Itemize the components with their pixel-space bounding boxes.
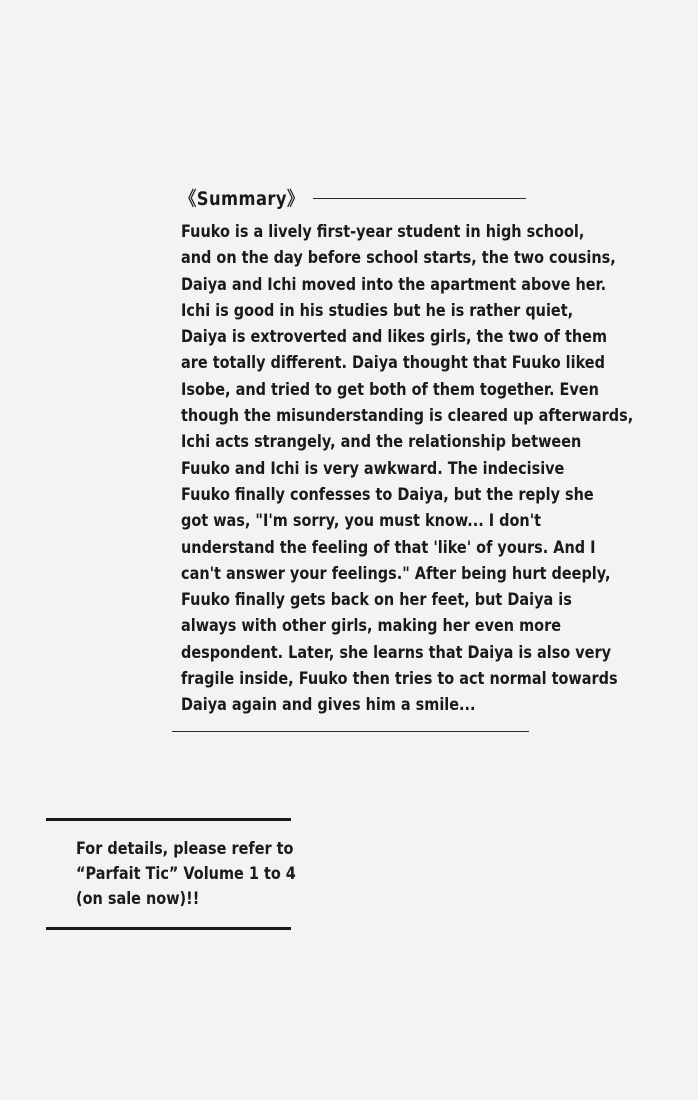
volume-note — [76, 837, 296, 912]
summary-line: despondent. Later, she learns that Daiya is also very — [181, 642, 612, 663]
note-line: For details, please refer to — [76, 839, 294, 859]
header-rule — [313, 198, 526, 199]
summary-line: Fuuko finally gets back on her feet, but Daiya is — [181, 590, 572, 611]
summary-line: are totally different. Daiya thought that Fuuko liked — [181, 353, 605, 374]
note-line: (on sale now)!! — [76, 889, 200, 909]
summary-header — [180, 184, 324, 211]
summary-line: Daiya again and gives him a smile... — [181, 695, 476, 716]
summary-line: and on the day before school starts, the two cousins, — [181, 248, 616, 269]
summary-line: Isobe, and tried to get both of them together. Even — [181, 379, 599, 400]
summary-body — [181, 219, 634, 719]
summary-bottom-rule — [172, 731, 529, 732]
summary-line: understand the feeling of that 'like' of yours. And I — [181, 537, 596, 558]
summary-line: Ichi acts strangely, and the relationship between — [181, 432, 582, 453]
note-top-rule — [46, 818, 291, 821]
summary-line: got was, "I'm sorry, you must know... I don't — [181, 511, 542, 532]
summary-line: can't answer your feelings." After being hurt deeply, — [181, 563, 611, 584]
note-line: “Parfait Tic” Volume 1 to 4 — [76, 864, 296, 884]
summary-line: Fuuko and Ichi is very awkward. The indecisive — [181, 458, 565, 479]
summary-line: always with other girls, making her even more — [181, 616, 562, 637]
summary-line: Ichi is good in his studies but he is rather quiet, — [181, 300, 574, 321]
summary-line: fragile inside, Fuuko then tries to act normal towards — [181, 669, 618, 690]
summary-line: Fuuko finally confesses to Daiya, but the reply she — [181, 484, 594, 505]
summary-line: Fuuko is a lively first-year student in high school, — [181, 222, 585, 242]
summary-line: though the misunderstanding is cleared up afterwards, — [181, 406, 634, 427]
summary-line: Daiya and Ichi moved into the apartment above her. — [181, 274, 607, 295]
summary-title: 《Summary》 — [180, 188, 304, 210]
note-bottom-rule — [46, 927, 291, 930]
summary-line: Daiya is extroverted and likes girls, the two of them — [181, 327, 608, 348]
